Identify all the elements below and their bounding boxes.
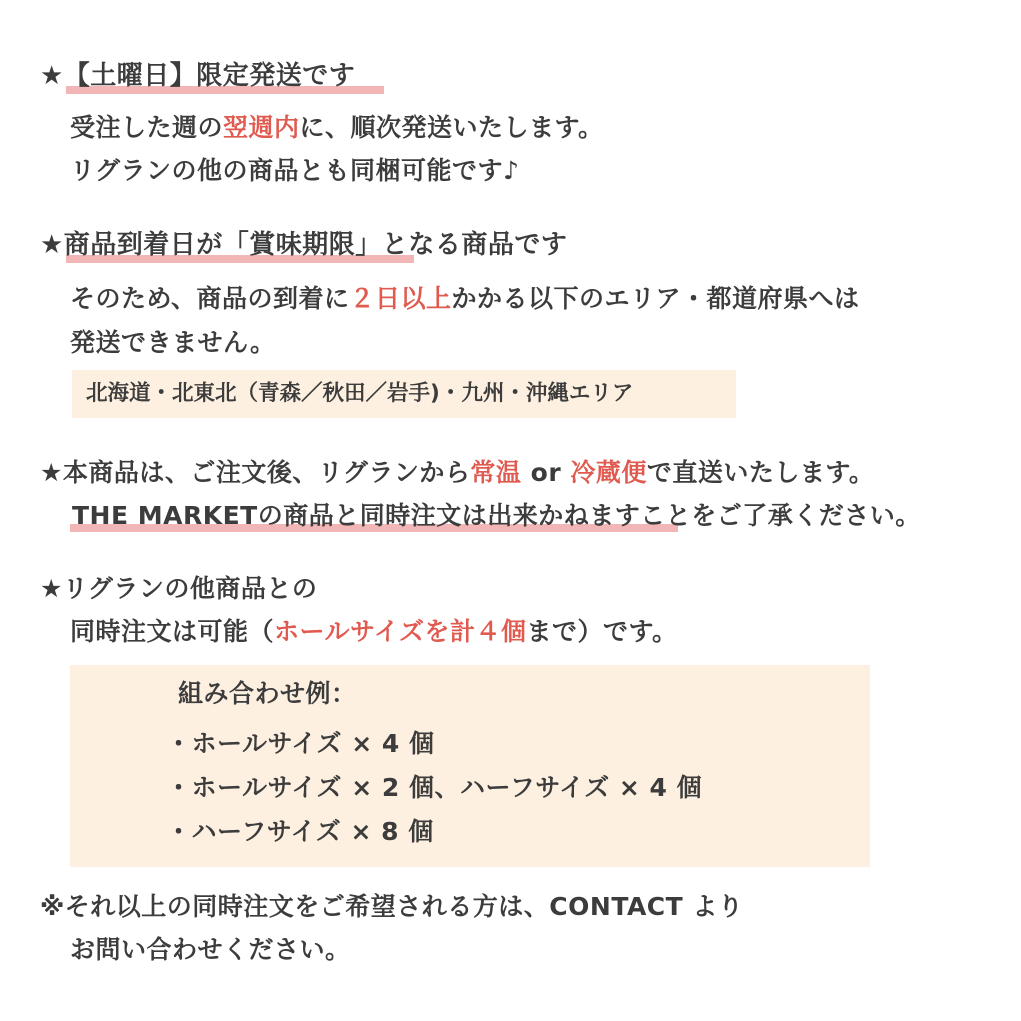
- text-segment: or: [521, 458, 571, 487]
- saturday-line-2: リグランの他の商品とも同梱可能です♪: [70, 156, 520, 185]
- highlight-text: 翌週内: [223, 113, 300, 142]
- expiry-line-2: 発送できません。: [70, 328, 276, 357]
- text-segment: そのため、商品の到着に: [70, 284, 350, 313]
- area-list: 北海道・北東北（青森／秋田／岩手)・九州・沖縄エリア: [86, 381, 634, 406]
- text-segment: ★商品到着日が「賞味期限」: [40, 230, 382, 260]
- text-segment: まで）です。: [526, 617, 678, 646]
- saturday-heading: ★【土曜日】限定発送です: [40, 61, 356, 91]
- text-segment: となる商品です: [381, 230, 568, 260]
- combination-title: 組み合わせ例：: [178, 679, 357, 708]
- combination-example: ・ハーフサイズ × 8 個: [166, 817, 434, 846]
- combo-line-2: [70, 619, 678, 644]
- area-box: [72, 370, 736, 418]
- text-segment: ことをご了承ください。: [640, 501, 921, 530]
- contact-note-line-2: お問い合わせください。: [70, 935, 351, 964]
- text-segment: 受注した週の: [70, 113, 224, 142]
- saturday-line-1: [70, 115, 604, 140]
- shipping-line-2: [72, 503, 921, 528]
- text-segment: に、順次発送いたします。: [299, 113, 604, 142]
- shipping-line-1: [40, 460, 874, 485]
- combo-heading: ★リグランの他商品との: [40, 574, 318, 603]
- text-segment: ★本商品は、ご注文後、リグランから: [40, 458, 471, 487]
- highlight-text: ホールサイズを計４個: [274, 617, 527, 646]
- combination-example: ・ホールサイズ × 4 個: [166, 729, 435, 758]
- combination-box: [70, 665, 870, 867]
- highlight-text: 冷蔵便: [570, 458, 647, 487]
- highlight-text: 常温: [470, 458, 522, 487]
- combination-example: ・ホールサイズ × 2 個、ハーフサイズ × 4 個: [166, 773, 703, 802]
- text-segment: 同時注文は可能（: [70, 617, 275, 646]
- expiry-heading: [40, 232, 567, 258]
- highlight-text: ２日以上: [349, 284, 452, 313]
- contact-note-line-1: ※それ以上の同時注文をご希望される方は、CONTACT より: [40, 892, 744, 921]
- text-segment: かかる以下のエリア・都道府県へは: [451, 284, 860, 313]
- text-segment: THE MARKETの商品と同時注文は出来かねます: [72, 501, 641, 530]
- text-segment: で直送いたします。: [646, 458, 875, 487]
- expiry-line-1: [70, 286, 860, 311]
